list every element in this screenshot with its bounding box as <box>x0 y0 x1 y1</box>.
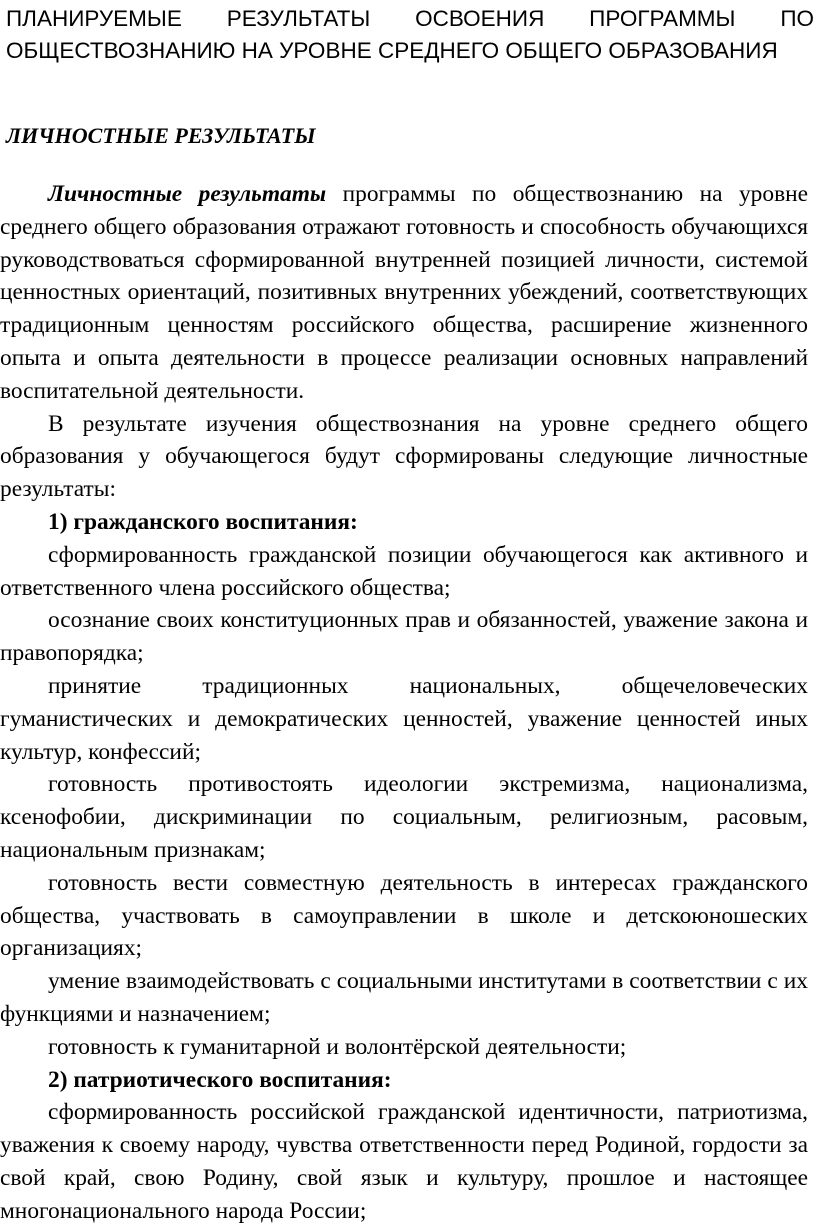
list-item: готовность к гуманитарной и волонтёрской деятельности; <box>48 1033 627 1060</box>
document-page <box>6 0 814 67</box>
document-title: ПЛАНИРУЕМЫЕ РЕЗУЛЬТАТЫ ОСВОЕНИЯ ПРОГРАММЫ ПО ОБЩЕСТВОЗНАНИЮ НА УРОВНЕ СРЕДНЕГО ОБЩЕГО ОБРАЗОВАНИЯ <box>6 6 814 63</box>
intro-text: программы по обществознанию на уровне среднего общего образования отражают готовность и способность обучающихся руководствоваться сформированной внутренней позицией личности, системой ценностных ориентаций, позитивных внутренних убеждений, соответствующих традиционным ценностям российского общества, расширение жизненного опыта и опыта деятельности в процессе реализации основных направлений воспитательной деятельности. <box>0 181 809 404</box>
list-item: сформированность гражданской позиции обучающегося как активного и ответственного члена российского общества; <box>0 541 808 601</box>
list-item: сформированность российской гражданской идентичности, патриотизма, уважения к своему народу, чувства ответственности перед Родиной, гордости за свой край, свою Родину, свой язык и культуру, прошлое и настоящее многонационального народа России; <box>0 1099 808 1224</box>
document-body <box>0 178 808 1228</box>
list-item: осознание своих конституционных прав и обязанностей, уважение закона и правопорядка; <box>0 607 808 667</box>
intro-term: Личностные результаты <box>48 181 327 207</box>
list-item: готовность вести совместную деятельность в интересах гражданского общества, участвовать в самоуправлении в школе и детскоюношеских организациях; <box>0 869 808 962</box>
section-1-title: 1) гражданского воспитания: <box>48 508 358 535</box>
lead-paragraph: В результате изучения обществознания на уровне среднего общего образования у обучающегося будут сформированы следующие личностные результаты: <box>0 410 808 503</box>
intro-paragraph <box>0 178 808 408</box>
section-subtitle: ЛИЧНОСТНЫЕ РЕЗУЛЬТАТЫ <box>6 123 316 148</box>
list-item: принятие традиционных национальных, общечеловеческих гуманистических и демократических ценностей, уважение ценностей иных культур, конфессий; <box>0 672 808 765</box>
section-2-title: 2) патриотического воспитания: <box>48 1066 392 1093</box>
list-item: готовность противостоять идеологии экстремизма, национализма, ксенофобии, дискриминации по социальным, религиозным, расовым, национальным признакам; <box>0 771 808 863</box>
list-item: умение взаимодействовать с социальными институтами в соответствии с их функциями и назначением; <box>0 968 808 1027</box>
